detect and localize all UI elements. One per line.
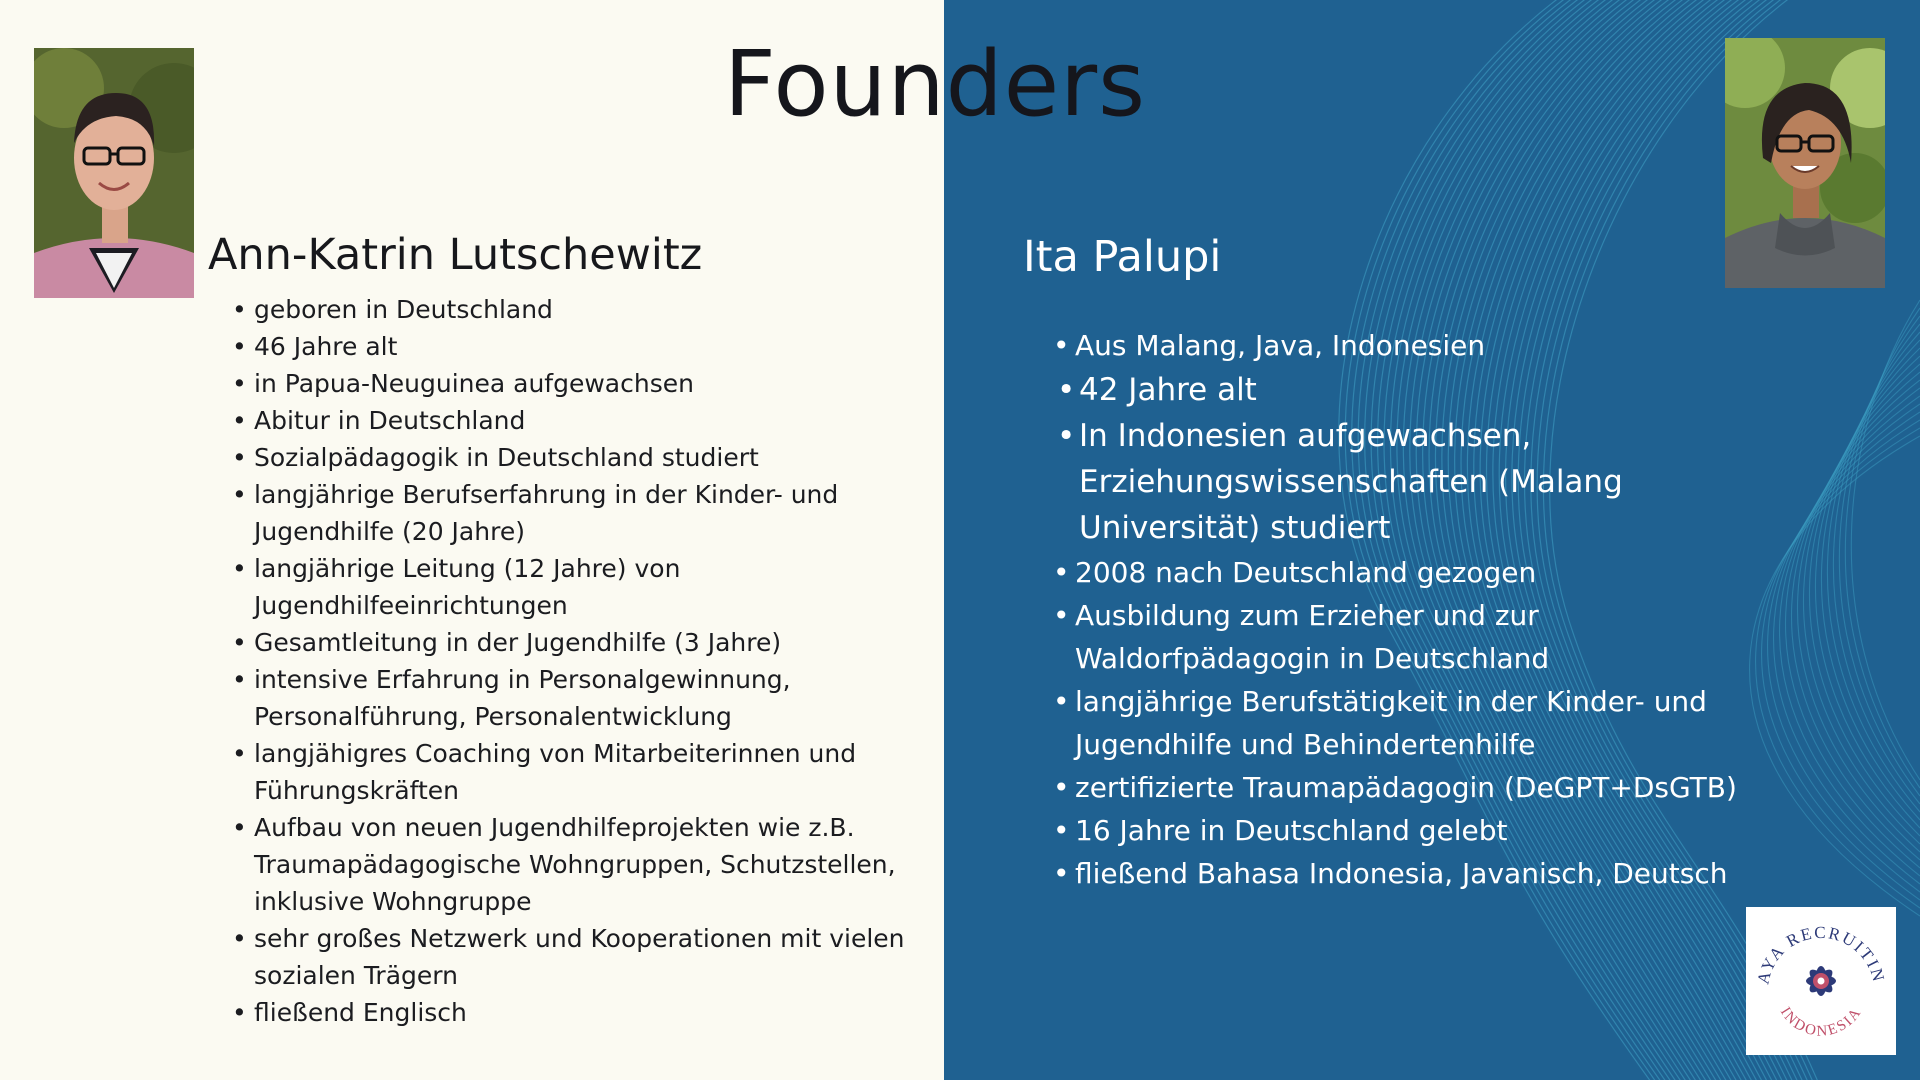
list-item-line: • in Papua-Neuguinea aufgewachsen: [254, 369, 694, 398]
wave-line: [1809, 356, 1920, 836]
list-item: [1079, 413, 1795, 551]
list-item: [254, 994, 934, 1031]
list-item-line: Waldorfpädagogin in Deutschland: [1075, 642, 1550, 675]
list-item-line: Jugendhilfe (20 Jahre): [254, 517, 525, 546]
list-item: [254, 661, 934, 735]
list-item-line: Jugendhilfeeinrichtungen: [254, 591, 568, 620]
list-item-line: sozialen Trägern: [254, 961, 458, 990]
list-item: [254, 328, 934, 365]
list-item-line: • langjährige Berufserfahrung in der Kinder- und: [254, 480, 839, 509]
list-item: [254, 439, 934, 476]
list-item-line: • 2008 nach Deutschland gezogen: [1075, 556, 1537, 589]
list-item: [1075, 680, 1795, 766]
list-item-line: • zertifizierte Traumapädagogin (DeGPT+DsGTB): [1075, 771, 1737, 804]
svg-text:INDONESIA: [1777, 1004, 1866, 1040]
logo-top-text: AYA RECRUITIN: [1753, 922, 1889, 986]
list-item-line: inklusive Wohngruppe: [254, 887, 532, 916]
page-title: Founders: [723, 32, 1147, 137]
wave-line: [1845, 308, 1920, 788]
list-item: [254, 402, 934, 439]
wave-line: [1827, 332, 1920, 812]
list-item-line: • 16 Jahre in Deutschland gelebt: [1075, 814, 1508, 847]
list-item: [1075, 551, 1795, 594]
list-item-line: • 46 Jahre alt: [254, 332, 398, 361]
list-item-line: • 42 Jahre alt: [1079, 372, 1257, 408]
list-item-line: • In Indonesien aufgewachsen,: [1079, 418, 1532, 454]
list-item: [254, 809, 934, 920]
list-item: [1075, 852, 1795, 895]
list-item-line: Traumapädagogische Wohngruppen, Schutzstellen,: [254, 850, 896, 879]
list-item-line: Erziehungswissenschaften (Malang: [1079, 464, 1623, 500]
list-item-line: • Aus Malang, Java, Indonesien: [1075, 329, 1486, 362]
list-item-line: • fließend Bahasa Indonesia, Javanisch, Deutsch: [1075, 857, 1728, 890]
list-item: [254, 735, 934, 809]
list-item: [254, 365, 934, 402]
list-item-line: • langjähigres Coaching von Mitarbeiterinnen und: [254, 739, 857, 768]
list-item: [254, 476, 934, 550]
wave-line: [1833, 324, 1920, 804]
list-item-line: Personalführung, Personalentwicklung: [254, 702, 732, 731]
list-item: [1075, 324, 1795, 367]
list-item: [254, 624, 934, 661]
list-item-line: Führungskräften: [254, 776, 460, 805]
list-item-line: • geboren in Deutschland: [254, 295, 553, 324]
founder-ann-katrin-list: [254, 291, 934, 1031]
founder-name-ita: Ita Palupi: [1023, 232, 1222, 282]
list-item-line: • langjährige Berufstätigkeit in der Kinder- und: [1075, 685, 1707, 718]
list-item-line: • langjährige Leitung (12 Jahre) von: [254, 554, 681, 583]
list-item-line: Jugendhilfe und Behindertenhilfe: [1075, 728, 1536, 761]
list-item-line: • Aufbau von neuen Jugendhilfeprojekten wie z.B.: [254, 813, 855, 842]
founder-ita-list: [1075, 324, 1795, 895]
list-item: [254, 291, 934, 328]
list-item-line: • intensive Erfahrung in Personalgewinnung,: [254, 665, 791, 694]
raya-recruiting-logo: [1746, 907, 1896, 1055]
list-item-line: • Sozialpädagogik in Deutschland studiert: [254, 443, 759, 472]
list-item-line: Universität) studiert: [1079, 510, 1391, 546]
list-item: [254, 920, 934, 994]
list-item: [1075, 766, 1795, 809]
list-item-line: • Abitur in Deutschland: [254, 406, 526, 435]
founder-name-ann-katrin: Ann-Katrin Lutschewitz: [208, 230, 703, 280]
list-item-line: • sehr großes Netzwerk und Kooperationen mit vielen: [254, 924, 905, 953]
list-item: [254, 550, 934, 624]
list-item-line: • fließend Englisch: [254, 998, 467, 1027]
list-item-line: • Gesamtleitung in der Jugendhilfe (3 Jahre): [254, 628, 782, 657]
list-item: [1075, 809, 1795, 852]
batik-flower-icon: [1806, 966, 1836, 996]
list-item-line: • Ausbildung zum Erzieher und zur: [1075, 599, 1539, 632]
list-item: [1075, 594, 1795, 680]
list-item: [1079, 367, 1795, 413]
logo-bottom-text: INDONESIA: [1776, 1004, 1866, 1040]
